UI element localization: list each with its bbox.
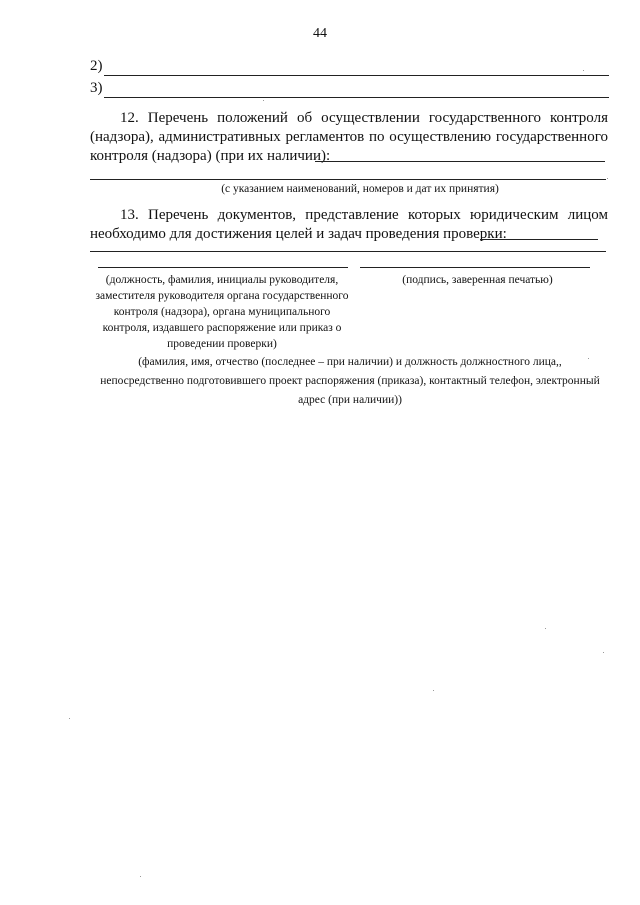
fill-line [90,179,606,180]
scan-speck [588,358,589,359]
item13-line1: 13. Перечень документов, представление которых юридическим лицом [120,207,608,223]
signature-position-line [98,267,348,268]
scan-speck [603,652,604,653]
official-caption: (фамилия, имя, отчество (последнее – при наличии) и должность должностного лица,, непосредственно подготовившего проект распоряжения (приказа), контактный телефон, электронный адрес (при наличии)) [100,356,600,406]
scan-speck [607,178,608,179]
page-number: 44 [313,26,327,41]
item13-line2: необходимо для достижения целей и задач проведения проверки: [90,226,507,242]
fill-line [315,161,605,162]
fill-line [104,97,609,98]
scan-speck [263,100,264,101]
scan-speck [545,628,546,629]
scan-speck [583,70,584,71]
item12-caption: (с указанием наименований, номеров и дат их принятия) [221,183,499,195]
list-item-label: 2) [90,58,103,74]
fill-line [104,75,609,76]
signature-right-caption: (подпись, заверенная печатью) [402,274,553,286]
item12-line1: 12. Перечень положений об осуществлении государственного контроля [120,110,608,126]
signature-left-caption: (должность, фамилия, инициалы руководителя, заместителя руководителя органа государственного контроля (надзора), органа муниципального контроля, издавшего распоряжение или приказ о проведении проверки) [95,274,349,350]
item12-line3: контроля (надзора) (при их наличии): [90,148,331,164]
fill-line [480,239,598,240]
signature-line [360,267,590,268]
scan-speck [140,876,141,877]
item12-line2: (надзора), административных регламентов по осуществлению государственного [90,129,608,145]
scan-speck [69,718,70,719]
fill-line [90,251,606,252]
list-item-label: 3) [90,80,103,96]
scan-speck [433,690,434,691]
fill-line [90,349,606,350]
